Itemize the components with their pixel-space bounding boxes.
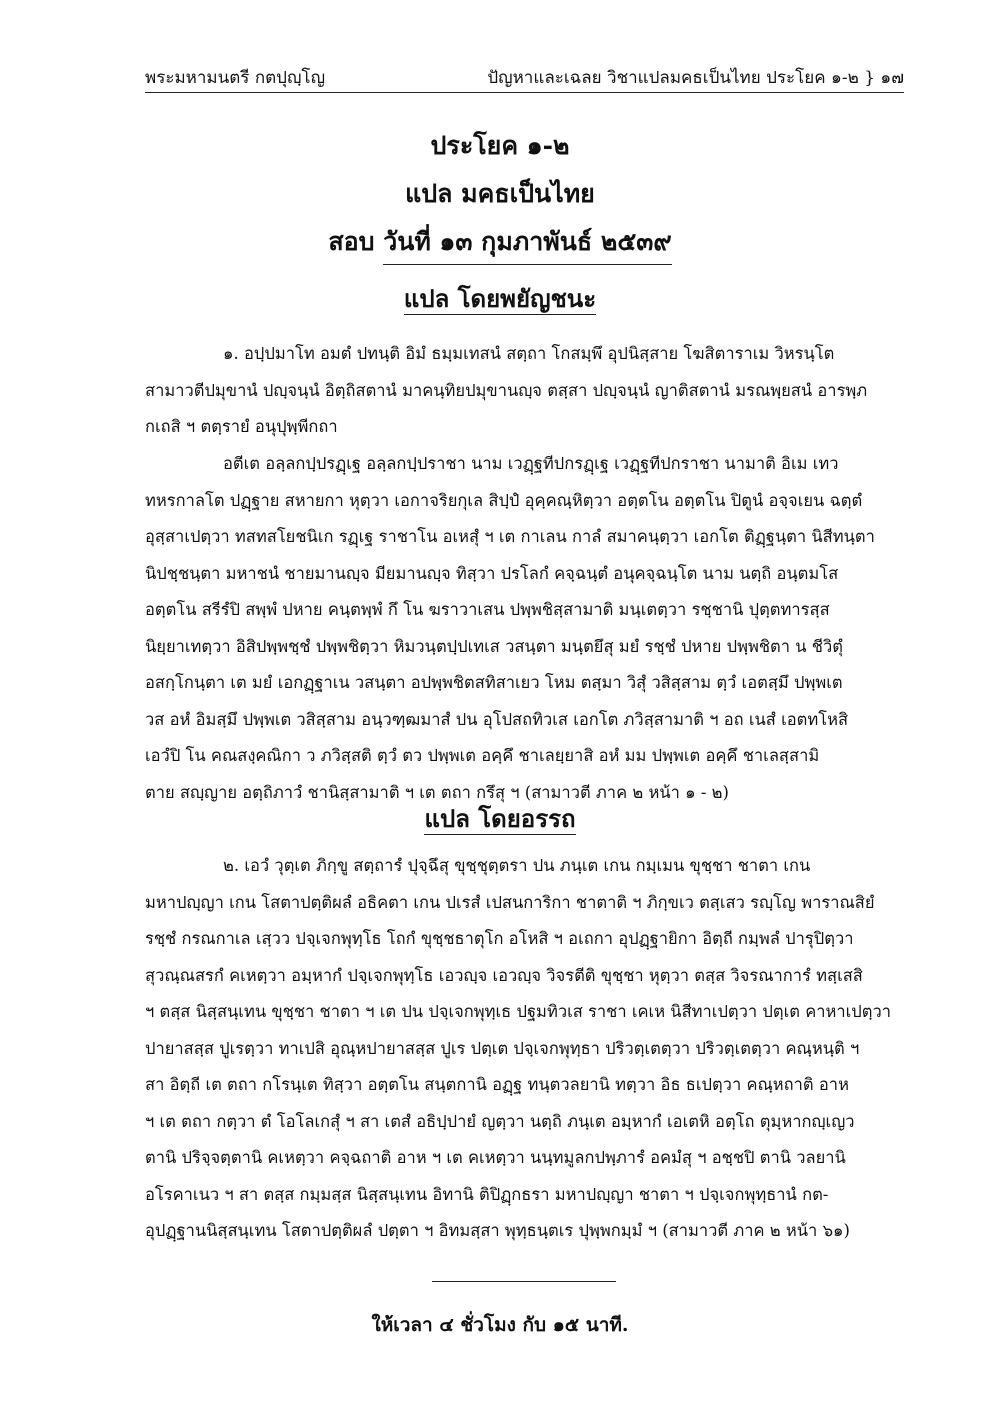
exam-date-line [0, 218, 1000, 266]
section-heading-meaning [0, 802, 1000, 836]
passage-1-continued [145, 446, 905, 811]
passage-line: ปายาสสฺส ปูเรตฺวา ทาเปสิ อุณฺหปายาสสฺส ปูเร ปตฺเต ปจฺเจกพุทฺธา ปริวตฺเตตฺวา ปริวตฺเตตฺวา คณฺหนฺติ ฯ [145, 1038, 860, 1058]
passage-line: นิยฺยาเทตฺวา อิสิปพฺพชฺชํ ปพฺพชิตฺวา หิมวนฺตปฺปเทเส วสนฺตา มนฺตยึสุ มยํ รชฺชํ ปหาย ปพฺพชิตา น ชีวิตุํ [145, 636, 843, 656]
passage-line: อุปฏฺฐานนิสฺสนฺเทน โสตาปตฺติผลํ ปตฺตา ฯ อิทมสฺสา พุทฺธนฺตเร ปุพฺพกมฺมํ ฯ (สามาวตี ภาค ๒ หน้า ๖๑) [145, 1221, 850, 1240]
running-header [145, 62, 904, 93]
header-book-title: ปัญหาและเฉลย วิชาแปลมคธเป็นไทย ประโยค ๑-๒ } ๑๗ [487, 68, 904, 88]
passage-line: รชฺชํ กรณกาเล เสฺวว ปจฺเจกพุทฺโธ โถกํ ขุชฺชธาตุโก อโหสิ ฯ อเถกา อุปฏฺฐายิกา อิตฺถี กมฺพลํ ปารุปิตฺวา [145, 929, 854, 948]
exam-date-prefix: สอบ [328, 227, 375, 256]
passage-line: ๑. อปฺปมาโท อมตํ ปทนฺติ อิมํ ธมฺมเทสนํ สตฺถา โกสมฺพึ อุปนิสฺสาย โฆสิตาราเม วิหรนฺโต [223, 344, 835, 363]
section-heading-meaning-text: แปล โดยอรรถ [424, 804, 576, 833]
passage-line: อตฺตโน สรีรํปิ สพฺพํ ปหาย คนฺตพฺพํ กึ โน ฆราวาเสน ปพฺพชิสฺสามาติ มนฺเตตฺวา รชฺชานิ ปุตฺตทารสฺส [145, 600, 830, 619]
exam-date: วันที่ ๑๓ กุมภาพันธ์ ๒๕๓๙ [383, 222, 671, 265]
passage-line: อโรคาเนว ฯ สา ตสฺส กมฺมสฺส นิสฺสนฺเทน อิทานิ ติปิฏฺกธรา มหาปญฺญา ชาตา ฯ ปจฺเจกพุทฺธานํ กต- [145, 1184, 829, 1204]
passage-line: กเถสิ ฯ ตตฺรายํ อนุปุพฺพีกถา [145, 417, 338, 436]
exam-subject: แปล มคธเป็นไทย [405, 179, 595, 208]
passage-1 [145, 336, 905, 446]
passage-line: ฯ ตสฺส นิสฺสนฺเทน ขุชฺชา ชาตา ฯ เต ปน ปจฺเจกพุทฺเธ ปฐมทิวเส ราชา เคเห นิสีทาเปตฺวา ปตฺเต คาหาเปตฺวา [145, 1002, 891, 1021]
exam-title-block [0, 122, 1000, 266]
section-heading-literal-text: แปล โดยพยัญชนะ [403, 284, 597, 313]
passage-line: ๒. เอวํ วุตฺเต ภิกฺขู สตฺถารํ ปุจฺฉึสุ ขุชฺชุตฺตรา ปน ภนฺเต เกน กมฺเมน ขุชฺชา ชาตา เกน [223, 856, 811, 875]
passage-line: ทหรกาลโต ปฏฺฐาย สหายกา หุตฺวา เอกาจริยกุเล สิปฺปํ อุคฺคณฺหิตฺวา อตฺตโน อตฺตโน ปิตูนํ อจฺจเยน ฉตฺตํ [145, 490, 863, 510]
passage-line: สา อิตฺถี เต ตถา กโรนฺเต ทิสฺวา อตฺตโน สนฺตกานิ อฏฺฐ ทนฺตวลยานิ ทตฺวา อิธ ธเปตฺวา คณฺหถาติ อาห [145, 1075, 849, 1094]
passage-line: อุสฺสาเปตฺวา ทสทสโยชนิเก รฏฺเฐ ราชาโน อเหสุํ ฯ เต กาเลน กาลํ สมาคนฺตฺวา เอกโต ติฏฺฐนฺตา นิสีทนฺตา [145, 527, 875, 546]
passage-line: วส อหํ อิมสฺมึ ปพฺพเต วสิสฺสาม อนฺวฑฺฒมาสํ ปน อุโปสถทิวเส เอกโต ภวิสฺสามาติ ฯ อถ เนสํ เอตทโหสิ [145, 709, 849, 729]
passage-line: นิปชฺชนฺตา มหาชนํ ชายมานญฺจ มียมานญฺจ ทิสฺวา ปรโลกํ คจฺฉนฺตํ อนุคจฺฉนฺโต นาม นตฺถิ อนฺตมโส [145, 563, 839, 583]
passage-line: ตานิ ปริจฺจตฺตานิ คเหตฺวา คจฺฉถาติ อาห ฯ เต คเหตฺวา นนฺทมูลกปพฺภารํ อคมํสุ ฯ อชฺชปิ ตานิ วลยานิ [145, 1148, 846, 1167]
header-author: พระมหามนตรี กตปุญฺโญ [145, 68, 326, 88]
exam-level: ประโยค ๑-๒ [430, 131, 570, 160]
passage-line: สุวณฺณสรกํ คเหตฺวา อมฺหากํ ปจฺเจกพุทฺโธ เอวญฺจ เอวญฺจ วิจรตีติ ขุชฺชา หุตฺวา ตสฺส วิจรณาการํ ทสฺเสสิ [145, 965, 863, 985]
passage-line: อตีเต อลฺลกปฺปรฏฺเฐ อลฺลกปฺปราชา นาม เวฏฺฐทีปกรฏฺเฐ เวฏฺฐทีปกราชา นามาติ อิเม เทว [223, 454, 839, 473]
time-allowed-note: ให้เวลา ๔ ชั่วโมง กับ ๑๕ นาที. [371, 1314, 629, 1336]
passage-line: สามาวตีปมุขานํ ปญฺจนฺนํ อิตฺถิสตานํ มาคนฺทิยปมุขานญฺจ ตสฺสา ปญฺจนฺนํ ญาติสตานํ มรณพฺยสนํ อารพฺภ [145, 380, 868, 400]
passage-line: เอวํปิ โน คณสงฺคณิกา ว ภวิสฺสติ ตฺวํ ตว ปพฺพเต อคฺคึ ชาเลยฺยาสิ อหํ มม ปพฺพเต อคฺคึ ชาเลสฺสามิ [145, 746, 820, 765]
passage-2 [145, 848, 905, 1250]
passage-line: มหาปญฺญา เกน โสตาปตฺติผลํ อธิคตา เกน ปเรสํ เปสนการิกา ชาตาติ ฯ ภิกฺขเว ตสฺเสว รญฺโญ พาราณสิยํ [145, 892, 875, 912]
footer-divider [432, 1281, 616, 1282]
passage-line: ฯ เต ตถา กตฺวา ตํ โอโลเกสุํ ฯ สา เตสํ อธิปฺปายํ ญตฺวา นตฺถิ ภนฺเต อมฺหากํ เอเตหิ อตฺโถ ตุมฺหากญฺเญว [145, 1111, 855, 1131]
passage-line: ตาย สญฺญาย อตฺถิภาวํ ชานิสฺสามาติ ฯ เต ตถา กรึสุ ฯ (สามาวตี ภาค ๒ หน้า ๑ - ๒) [145, 782, 729, 802]
section-heading-literal [0, 282, 1000, 316]
passage-line: อสกฺโกนฺตา เต มยํ เอกฏฺฐาเน วสนฺตา อปพฺพชิตสทิสาเยว โหม ตสฺมา วิสุํ วสิสฺสาม ตฺวํ เอตสฺมึ ปพฺพเต [145, 673, 843, 692]
